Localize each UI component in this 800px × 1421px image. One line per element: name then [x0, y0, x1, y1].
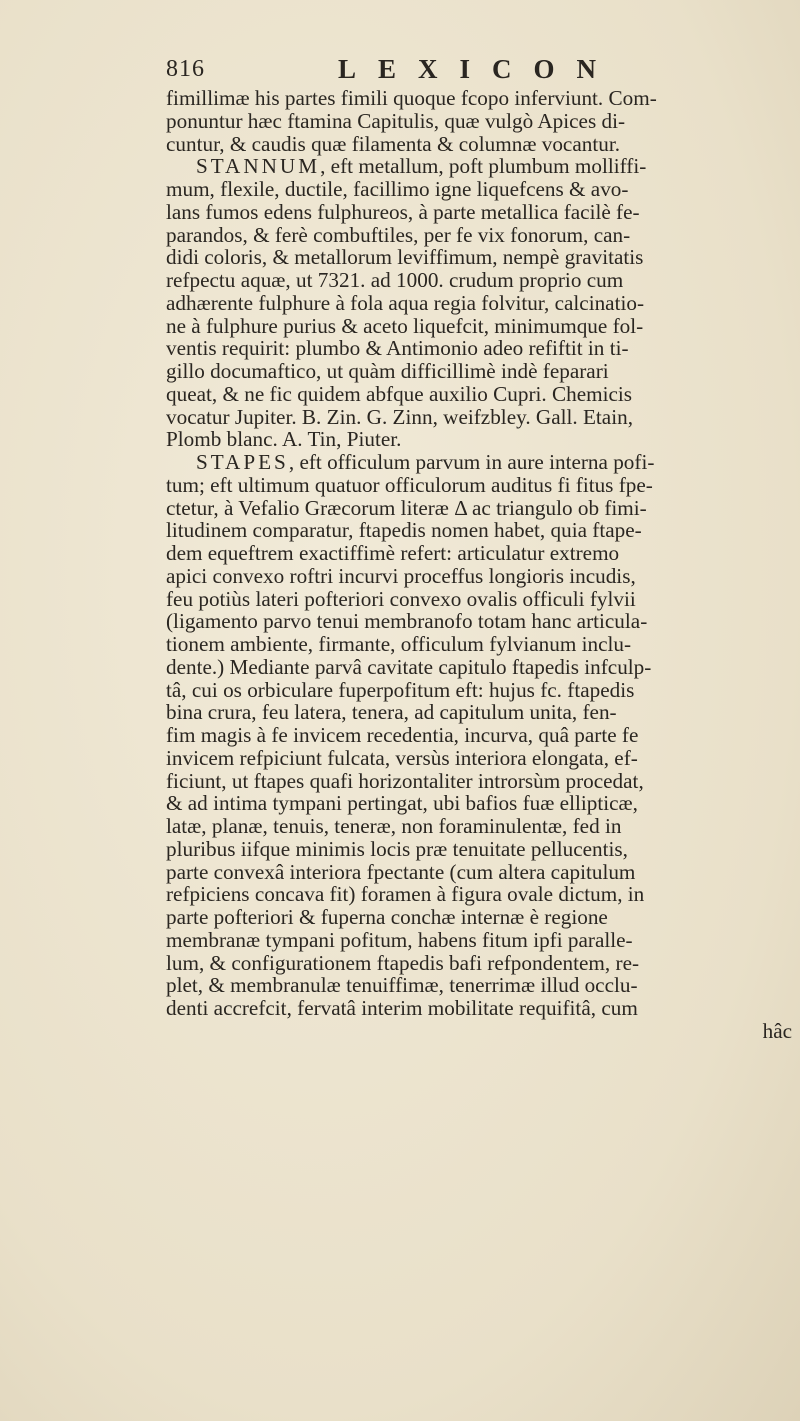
text-line: [166, 929, 794, 952]
line-text: mum, flexile, ductile, facillimo igne liquefcens & avo-: [166, 177, 629, 201]
line-text: ventis requirit: plumbo & Antimonio adeo refiftit in ti-: [166, 336, 629, 361]
entry-start-line: [166, 155, 794, 178]
body-text: [166, 87, 794, 1043]
line-text: lum, & configurationem ftapedis bafi refpondentem, re-: [166, 950, 640, 975]
text-line: [166, 133, 794, 156]
text-line: [166, 292, 794, 315]
line-text: refpiciens concava fit) foramen à figura ovale dictum, in: [166, 882, 645, 907]
text-line: [166, 383, 794, 406]
line-text: (ligamento parvo tenui membranofo totam hanc articula-: [166, 609, 648, 634]
text-line: [166, 269, 794, 292]
text-line: [166, 360, 794, 383]
line-text: litudinem comparatur, ftapedis nomen habet, quia ftape-: [166, 518, 642, 543]
line-text: , eft metallum, poft plumbum molliffi-: [320, 154, 647, 179]
text-line: [166, 747, 794, 770]
text-line: [166, 997, 794, 1020]
line-text: apici convexo roftri incurvi proceffus longioris incudis,: [166, 563, 636, 588]
line-text: fim magis à fe invicem recedentia, incurva, quâ parte fe: [166, 723, 639, 747]
line-text: vocatur Jupiter. B. Zin. G. Zinn, weifzbley. Gall. Etain,: [166, 404, 633, 429]
line-text: fimillimæ his partes fimili quoque fcopo inferviunt. Com-: [166, 86, 657, 110]
line-text: ctetur, à Vefalio Græcorum literæ Δ ac triangulo ob fimi-: [166, 495, 647, 520]
catchword: hâc: [762, 1018, 792, 1043]
page-number: 816: [166, 56, 205, 82]
line-text: plet, & membranulæ tenuiffimæ, tenerrimæ illud occlu-: [166, 973, 638, 998]
line-text: refpectu aquæ, ut 7321. ad 1000. crudum proprio cum: [166, 268, 624, 292]
text-line: [166, 565, 794, 588]
text-line: [166, 428, 794, 451]
line-text: invicem refpiciunt fulcata, versùs interiora elongata, ef-: [166, 745, 638, 770]
line-text: ponuntur hæc ftamina Capitulis, quæ vulgò Apices di-: [166, 108, 626, 133]
text-line: [166, 519, 794, 542]
text-line: [166, 497, 794, 520]
text-line: [166, 952, 794, 975]
text-line: [166, 838, 794, 861]
text-line: [166, 246, 794, 269]
line-text: feu potiùs lateri pofteriori convexo ovalis officuli fylvii: [166, 586, 636, 611]
text-line: [166, 610, 794, 633]
line-text: bina crura, feu latera, tenera, ad capitulum unita, fen-: [166, 700, 617, 725]
page-header: [166, 50, 766, 90]
text-line: [166, 315, 794, 338]
running-title: LEXICON: [338, 54, 619, 84]
entry-start-line: [166, 451, 794, 474]
line-text: adhærente fulphure à fola aqua regia folvitur, calcinatio-: [166, 290, 645, 315]
text-line: [166, 679, 794, 702]
entry-headword: STAPES: [196, 450, 289, 474]
line-text: ficiunt, ut ftapes quafi horizontaliter introrsùm procedat,: [166, 768, 644, 793]
text-line: [166, 337, 794, 360]
entry-headword: STANNUM: [196, 154, 321, 179]
text-line: [166, 474, 794, 497]
line-text: gillo documaftico, ut quàm difficillimè indè feparari: [166, 359, 609, 383]
text-line: [166, 588, 794, 611]
line-text: dem equeftrem exactiffimè refert: articulatur extremo: [166, 541, 620, 565]
text-line: [166, 861, 794, 884]
line-text: lans fumos edens fulphureos, à parte metallica facilè fe-: [166, 199, 640, 224]
text-line: [166, 201, 794, 224]
line-text: parte pofteriori & fuperna conchæ internæ è regione: [166, 905, 608, 929]
text-line: [166, 906, 794, 929]
text-line: [166, 770, 794, 793]
text-line: [166, 87, 794, 110]
line-text: tâ, cui os orbiculare fuperpofitum eft: hujus fc. ftapedis: [166, 677, 635, 702]
line-text: Plomb blanc. A. Tin, Piuter.: [166, 427, 402, 452]
line-text: membranæ tympani pofitum, habens fitum ipfi paralle-: [166, 927, 633, 952]
line-text: pluribus iifque minimis locis præ tenuitate pellucentis,: [166, 836, 628, 861]
text-line: [166, 656, 794, 679]
line-text: didi coloris, & metallorum leviffimum, nempè gravitatis: [166, 245, 644, 270]
text-line: [166, 815, 794, 838]
text-line: [166, 792, 794, 815]
line-text: cuntur, & caudis quæ filamenta & columnæ vocantur.: [166, 131, 620, 156]
text-line: [166, 724, 794, 747]
text-line: [166, 974, 794, 997]
text-line: [166, 633, 794, 656]
text-line: [166, 701, 794, 724]
line-text: tum; eft ultimum quatuor officulorum auditus fi fitus fpe-: [166, 472, 653, 497]
text-line: [166, 178, 794, 201]
text-line: [166, 406, 794, 429]
line-text: , eft officulum parvum in aure interna pofi-: [288, 450, 655, 474]
line-text: tionem ambiente, firmante, officulum fylvianum inclu-: [166, 632, 632, 656]
text-line: [166, 110, 794, 133]
text-line: [166, 883, 794, 906]
text-line: [166, 542, 794, 565]
line-text: parandos, & ferè combuftiles, per fe vix fonorum, can-: [166, 222, 631, 247]
line-text: denti accrefcit, fervatâ interim mobilitate requifitâ, cum: [166, 996, 638, 1020]
line-text: & ad intima tympani pertingat, ubi bafios fuæ ellipticæ,: [166, 791, 638, 816]
line-text: queat, & ne fic quidem abfque auxilio Cupri. Chemicis: [166, 381, 633, 406]
line-text: ne à fulphure purius & aceto liquefcit, minimumque fol-: [166, 313, 644, 338]
line-text: parte convexâ interiora fpectante (cum altera capitulum: [166, 859, 636, 884]
line-text: latæ, planæ, tenuis, teneræ, non foraminulentæ, fed in: [166, 814, 622, 838]
text-line: [166, 224, 794, 247]
line-text: dente.) Mediante parvâ cavitate capitulo ftapedis infculp-: [166, 654, 652, 679]
